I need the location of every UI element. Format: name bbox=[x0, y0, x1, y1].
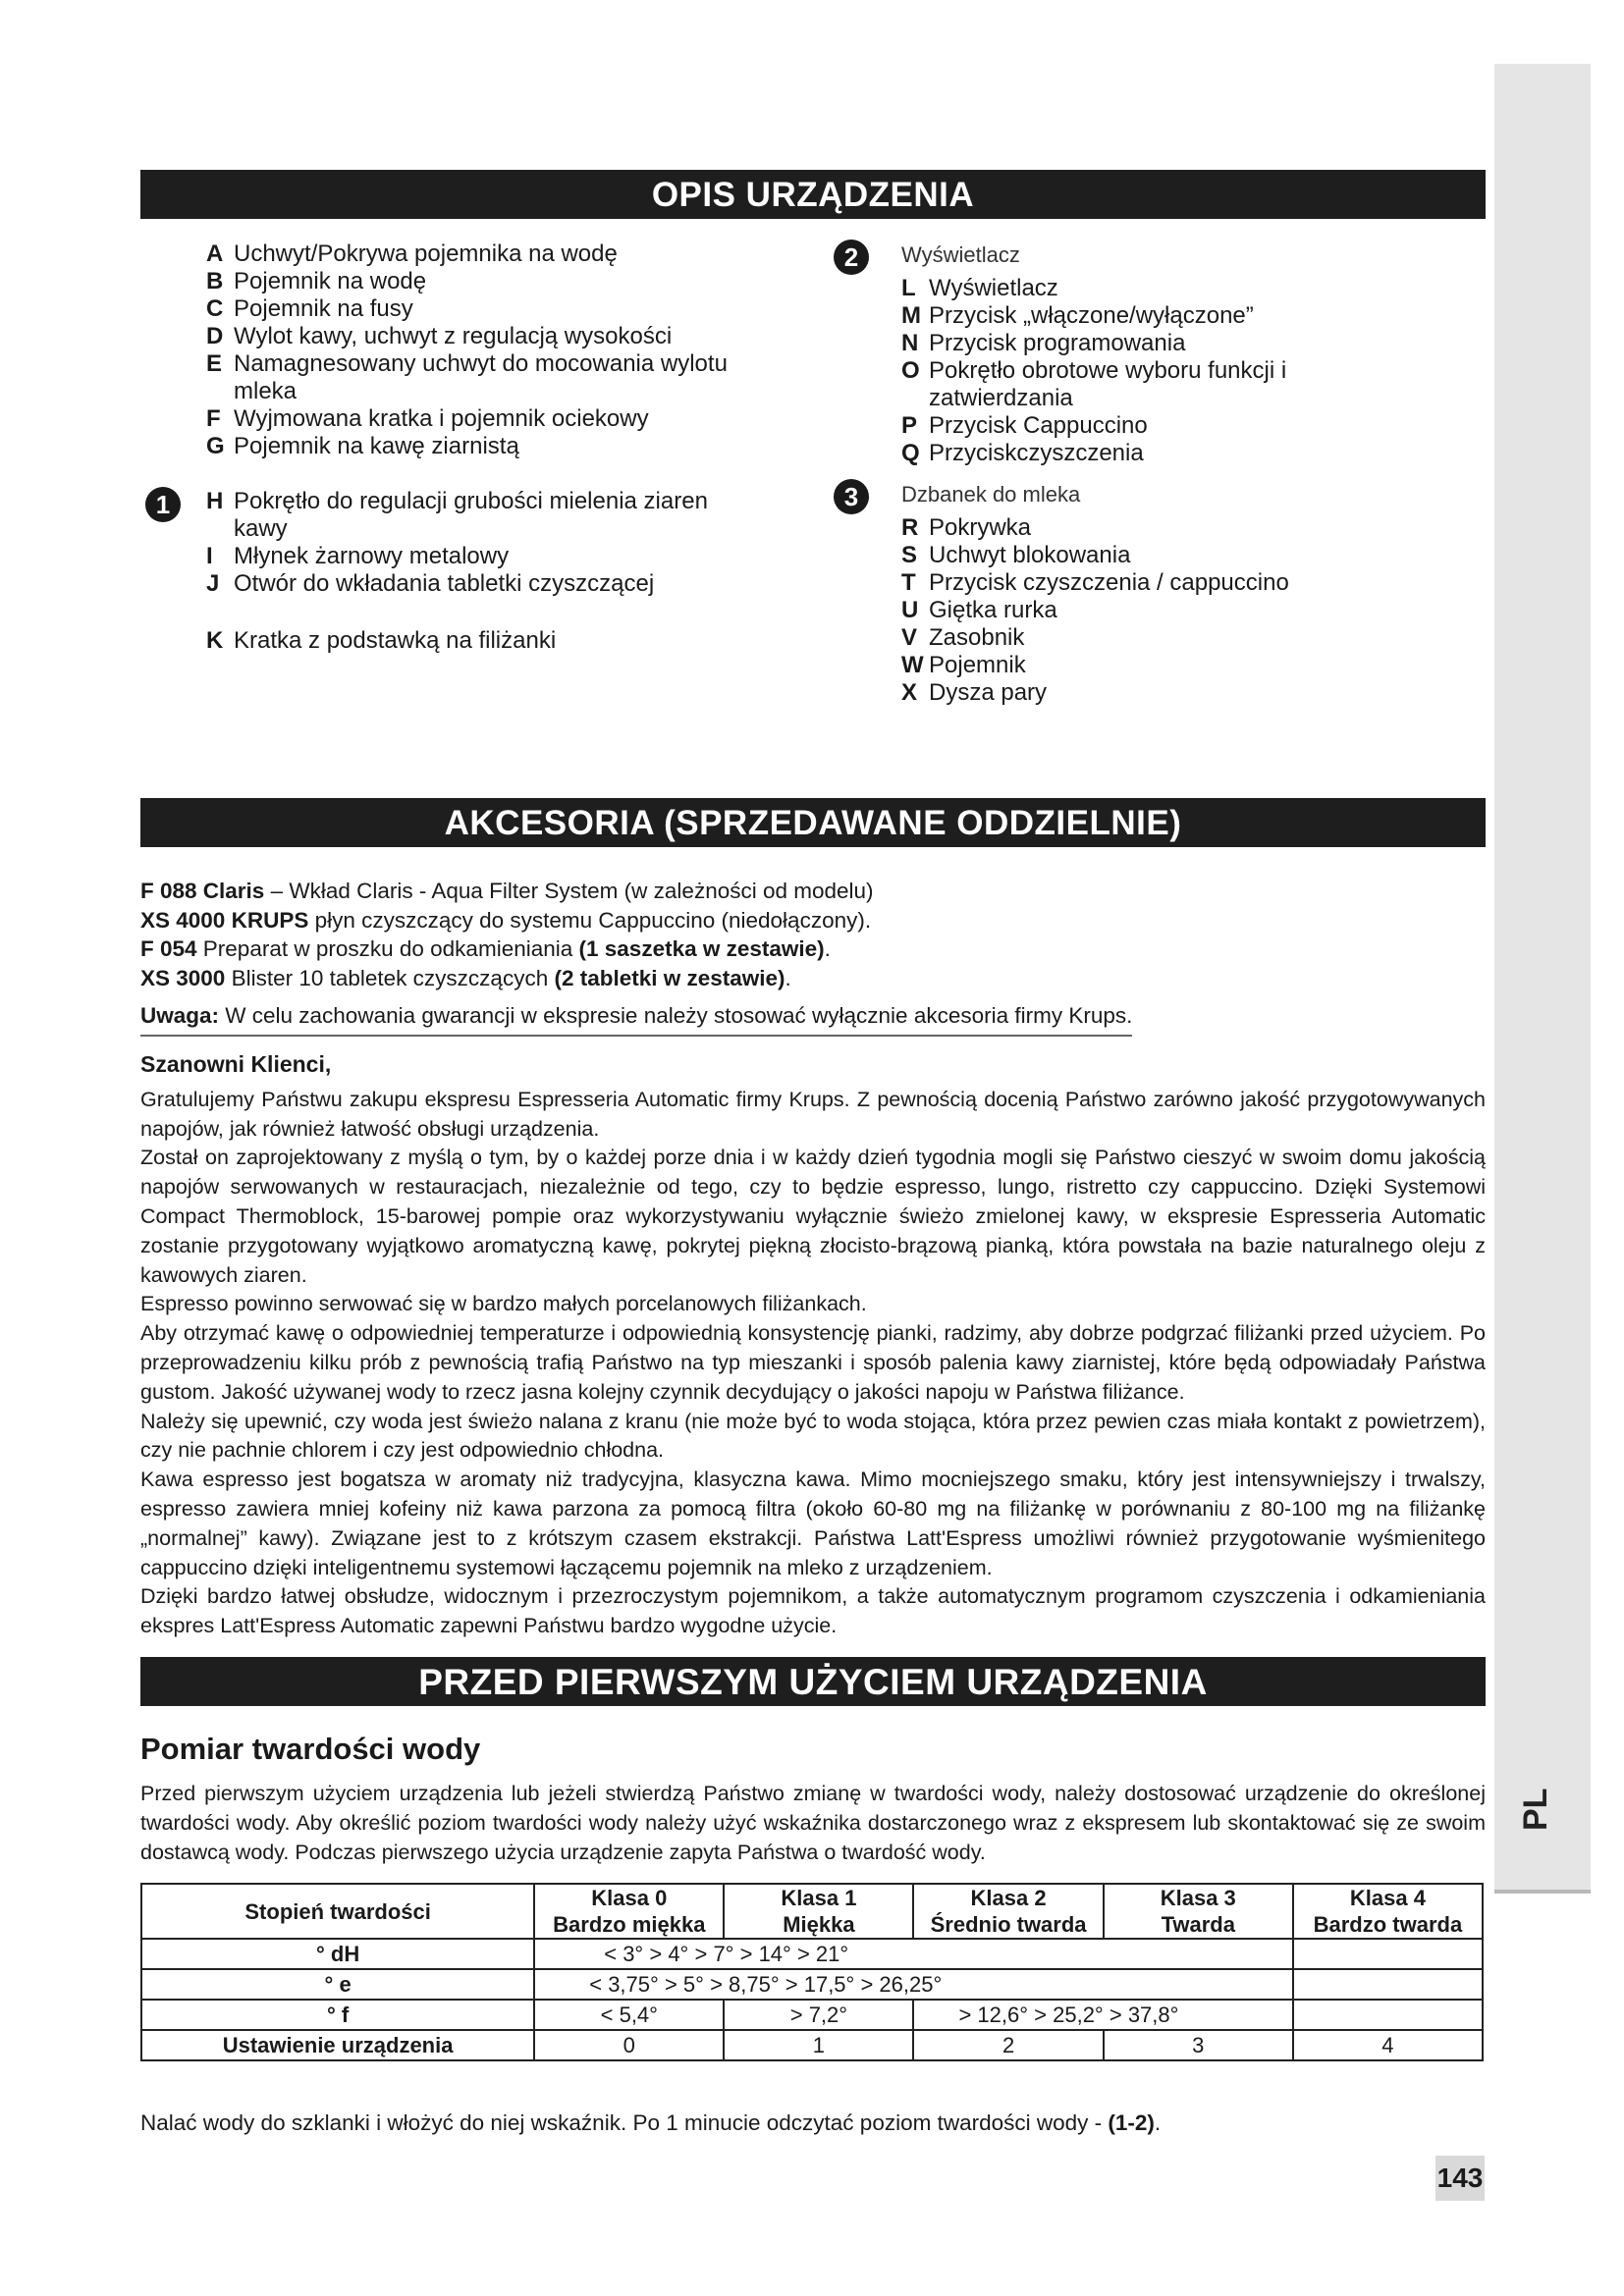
intro-paragraph: Należy się upewnić, czy woda jest świeżo nalana z kranu (nie może być to woda stojąca, która przez pewien czas miała kontakt z powietrzem), czy nie pachnie chlorem i czy jest odpowiednio chłodna. bbox=[140, 1409, 1486, 1463]
part-letter: E bbox=[206, 350, 223, 377]
accessory-item bbox=[140, 964, 1486, 993]
table-row bbox=[141, 1969, 1483, 2000]
part-text: Zasobnik bbox=[929, 624, 1025, 651]
intro-block bbox=[140, 1050, 1486, 1641]
after-table-text: Nalać wody do szklanki i włożyć do niej wskaźnik. Po 1 minucie odczytać poziom twardości wody - (1-2). bbox=[140, 2110, 1162, 2135]
part-text: Dysza pary bbox=[929, 679, 1048, 706]
part-text: Uchwyt/Pokrywa pojemnika na wodę bbox=[234, 240, 618, 267]
part-letter: O bbox=[901, 357, 920, 384]
list-item bbox=[206, 543, 795, 570]
row-values-f: > 12,6° > 25,2° > 37,8° bbox=[913, 2000, 1292, 2030]
part-letter: I bbox=[206, 543, 213, 569]
parts-list-left-a bbox=[206, 240, 795, 460]
row-values-e: < 3,75° > 5° > 8,75° > 17,5° > 26,25° bbox=[534, 1969, 1293, 2000]
intro-paragraph: Espresso powinno serwować się w bardzo małych porcelanowych filiżankach. bbox=[140, 1292, 867, 1316]
row-label: ° dH bbox=[141, 1939, 534, 1969]
list-item bbox=[901, 330, 1412, 357]
list-item bbox=[901, 275, 1412, 302]
part-text: Pokrętło do regulacji grubości mielenia ziaren bbox=[234, 488, 708, 514]
list-item bbox=[206, 488, 795, 515]
part-letter: H bbox=[206, 488, 224, 514]
list-item bbox=[206, 295, 795, 323]
list-item bbox=[901, 679, 1412, 707]
row-label: ° e bbox=[141, 1969, 534, 2000]
part-letter: D bbox=[206, 323, 224, 349]
part-text: Wyjmowana kratka i pojemnik ociekowy bbox=[234, 405, 649, 432]
part-letter: G bbox=[206, 433, 225, 459]
part-letter: C bbox=[206, 295, 224, 322]
water-paragraph-text: Przed pierwszym użyciem urządzenia lub jeżeli stwierdzą Państwo zmianę w twardości wody, należy dostosować urządzenie do określonej twardości wody. Aby określić poziom twardości wody należy użyć wskaźnika dostarczonego wraz z ekspresem lub skontaktować się ze swoim dostawcą wody. Podczas pierwszego użycia urządzenie zapyta Państwa o twardość wody. bbox=[140, 1782, 1486, 1864]
part-k bbox=[206, 627, 795, 655]
marker-2-icon: 2 bbox=[834, 240, 869, 275]
list-item bbox=[206, 405, 795, 433]
list-item bbox=[206, 433, 795, 460]
section-title-before-use: PRZED PIERWSZYM UŻYCIEM URZĄDZENIA bbox=[140, 1657, 1486, 1706]
part-letter: U bbox=[901, 597, 919, 623]
class-header-0: Klasa 0 Bardzo miękka bbox=[534, 1884, 724, 1939]
row-values-dh: < 3° > 4° > 7° > 14° > 21° bbox=[534, 1939, 1293, 1969]
part-letter: L bbox=[901, 275, 916, 301]
accessory-code: F 054 bbox=[140, 936, 197, 961]
cell: 3 bbox=[1104, 2030, 1293, 2060]
cell: 1 bbox=[724, 2030, 913, 2060]
accessory-code: F 088 Claris bbox=[140, 879, 265, 903]
note-label: Uwaga: bbox=[140, 1003, 220, 1028]
accessory-note: (1 saszetka w zestawie) bbox=[578, 936, 825, 961]
part-text: Giętka rurka bbox=[929, 597, 1057, 623]
cell: > 7,2° bbox=[724, 2000, 913, 2030]
part-text: Pokrętło obrotowe wyboru funkcji i bbox=[929, 357, 1287, 384]
part-text: Pojemnik na kawę ziarnistą bbox=[234, 433, 519, 459]
table-row bbox=[141, 1939, 1483, 1969]
table-row bbox=[141, 2000, 1483, 2030]
part-letter: P bbox=[901, 412, 918, 439]
intro-paragraph: Został on zaprojektowany z myślą o tym, by o każdej porze dnia i w każdy dzień tygodnia mogli się Państwo cieszyć w swoim domu jakością napojów serwowanych w restauracjach, niezależnie od tego, czy to będzie espresso, lungo, ristretto czy cappuccino. Dzięki Systemowi Compact Thermoblock, 15-barowej pompie oraz wykorzystywaniu wyłącznie świeżo zmielonej kawy, w ekspresie Espresseria Automatic zostanie przygotowany wyjątkowo aromatyczną kawę, pokrytej piękną złocisto-brązową pianką, która powstała na bazie naturalnego oleju z kawowych ziaren. bbox=[140, 1146, 1486, 1287]
warranty-note bbox=[140, 1001, 1486, 1037]
note-text: W celu zachowania gwarancji w ekspresie należy stosować wyłącznie akcesoria firmy Krups. bbox=[219, 1003, 1133, 1028]
part-letter: W bbox=[901, 652, 924, 678]
list-item bbox=[206, 323, 795, 350]
row-label: Ustawienie urządzenia bbox=[141, 2030, 534, 2060]
list-item bbox=[206, 350, 795, 378]
part-letter: Q bbox=[901, 440, 920, 466]
list-item bbox=[901, 597, 1412, 624]
part-text: Przycisk czyszczenia / cappuccino bbox=[929, 569, 1289, 596]
accessory-text: Preparat w proszku do odkamieniania bbox=[196, 936, 579, 961]
part-letter: J bbox=[206, 570, 220, 597]
language-side-tab bbox=[1494, 64, 1591, 1894]
accessory-end: . bbox=[824, 936, 831, 961]
accessory-code: XS 3000 bbox=[140, 965, 226, 990]
part-text-continuation: zatwierdzania bbox=[929, 385, 1073, 411]
list-item bbox=[206, 268, 795, 295]
part-text: Wylot kawy, uchwyt z regulacją wysokości bbox=[234, 323, 673, 349]
part-letter: V bbox=[901, 624, 918, 651]
accessory-item bbox=[140, 877, 1486, 906]
water-hardness-table bbox=[140, 1883, 1484, 2061]
list-item bbox=[901, 440, 1412, 467]
part-text: Pojemnik na wodę bbox=[234, 268, 427, 294]
part-letter: R bbox=[901, 514, 919, 541]
header-label-cell: Stopień twardości bbox=[141, 1884, 534, 1939]
accessory-code: XS 4000 KRUPS bbox=[140, 907, 309, 933]
table-header-row bbox=[141, 1884, 1483, 1939]
table-row bbox=[141, 2030, 1483, 2060]
class-header-1: Klasa 1 Miękka bbox=[724, 1884, 913, 1939]
intro-paragraph: Aby otrzymać kawę o odpowiedniej temperaturze i odpowiednią konsystencję pianki, radzimy, aby dobrze podgrzać filiżanki przed użyciem. Po przeprowadzeniu kilku prób z pewnością trafią Państwo na typ mieszanki i sposób palenia kawy ziarnistej, które będą odpowiadały Państwa gustom. Jakość używanej wody to rzecz jasna kolejny czynnik decydujący o jakości napoju w Państwa filiżance. bbox=[140, 1321, 1486, 1404]
list-item bbox=[901, 652, 1412, 679]
part-text: Kratka z podstawką na filiżanki bbox=[234, 627, 557, 654]
class-header-2: Klasa 2 Średnio twarda bbox=[913, 1884, 1103, 1939]
list-item bbox=[901, 514, 1412, 542]
intro-paragraph: Kawa espresso jest bogatsza w aromaty niż tradycyjna, klasyczna kawa. Mimo mocniejszego smaku, który jest intensywniejszy i trwalszy, espresso zawiera mniej kofeiny niż kawa parzona za pomocą filtra (około 60-80 mg na filiżankę w porównaniu z 80-100 mg na filiżankę „normalnej” kawy). Związane jest to z krótszym czasem ekstrakcji. Państwa Latt'Espress umożliwi również przygotowanie wyśmienitego cappuccino dzięki inteligentnemu systemowi łączącemu pojemnik na mleko z urządzeniem. bbox=[140, 1468, 1486, 1579]
part-text: Wyświetlacz bbox=[929, 275, 1058, 301]
parts-list-left-b bbox=[206, 488, 795, 598]
part-text: Pokrywka bbox=[929, 514, 1032, 541]
milk-group-title: Dzbanek do mleka bbox=[901, 482, 1081, 507]
list-item bbox=[901, 357, 1412, 385]
water-hardness-heading: Pomiar twardości wody bbox=[140, 1732, 481, 1766]
part-letter: T bbox=[901, 569, 916, 596]
accessories-list bbox=[140, 877, 1486, 992]
greeting: Szanowni Klienci, bbox=[140, 1051, 332, 1077]
accessory-text: – Wkład Claris - Aqua Filter System (w zależności od modelu) bbox=[264, 879, 874, 903]
accessory-item bbox=[140, 934, 1486, 964]
part-text: Pojemnik bbox=[929, 652, 1026, 678]
part-text-continuation: kawy bbox=[234, 515, 288, 542]
part-letter: X bbox=[901, 679, 918, 706]
accessory-item bbox=[140, 906, 1486, 935]
part-text: Przycisk „włączone/wyłączone” bbox=[929, 302, 1254, 329]
cell: 2 bbox=[913, 2030, 1103, 2060]
part-text: Pojemnik na fusy bbox=[234, 295, 413, 322]
part-letter: N bbox=[901, 330, 919, 356]
section-title-accessories: AKCESORIA (SPRZEDAWANE ODDZIELNIE) bbox=[140, 798, 1486, 847]
part-letter: A bbox=[206, 240, 224, 267]
water-hardness-paragraph bbox=[140, 1780, 1486, 1867]
intro-paragraph: Gratulujemy Państwu zakupu ekspresu Espresseria Automatic firmy Krups. Z pewnością docenią Państwo zarówno jakość przygotowywanych napojów, jak również łatwość obsługi urządzenia. bbox=[140, 1087, 1486, 1141]
part-letter: B bbox=[206, 268, 224, 294]
display-group-title: Wyświetlacz bbox=[901, 242, 1020, 267]
row-label: ° f bbox=[141, 2000, 534, 2030]
accessory-text: płyn czyszczący do systemu Cappuccino (niedołączony). bbox=[308, 907, 872, 933]
list-item bbox=[901, 542, 1412, 569]
part-letter: F bbox=[206, 405, 221, 432]
part-text: Przycisk programowania bbox=[929, 330, 1186, 356]
accessory-note: (2 tabletki w zestawie) bbox=[554, 965, 785, 990]
cell: < 5,4° bbox=[534, 2000, 724, 2030]
part-text: Przycisk Cappuccino bbox=[929, 412, 1148, 439]
marker-3-icon: 3 bbox=[834, 479, 869, 514]
part-text: Uchwyt blokowania bbox=[929, 542, 1131, 568]
list-item bbox=[901, 302, 1412, 330]
part-text: Namagnesowany uchwyt do mocowania wylotu bbox=[234, 350, 728, 377]
part-text: Otwór do wkładania tabletki czyszczącej bbox=[234, 570, 655, 597]
cell: 4 bbox=[1293, 2030, 1483, 2060]
milk-group bbox=[901, 481, 1412, 707]
list-item bbox=[901, 624, 1412, 652]
list-item bbox=[901, 412, 1412, 440]
accessory-end: . bbox=[785, 965, 791, 990]
intro-paragraph: Dzięki bardzo łatwej obsłudze, widocznym i przezroczystym pojemnikom, a także automatycznym programom czyszczenia i odkamieniania ekspres Latt'Espress Automatic zapewni Państwu bardzo wygodne użycie. bbox=[140, 1584, 1486, 1638]
class-header-4: Klasa 4 Bardzo twarda bbox=[1293, 1884, 1483, 1939]
part-letter: S bbox=[901, 542, 918, 568]
list-item bbox=[206, 570, 795, 598]
accessory-text: Blister 10 tabletek czyszczących bbox=[225, 965, 555, 990]
part-letter: K bbox=[206, 627, 224, 654]
list-item bbox=[901, 569, 1412, 597]
part-letter: M bbox=[901, 302, 921, 329]
display-group bbox=[901, 241, 1412, 467]
list-item bbox=[206, 240, 795, 268]
cell: 0 bbox=[534, 2030, 724, 2060]
section-title-description: OPIS URZĄDZENIA bbox=[140, 170, 1486, 219]
class-header-3: Klasa 3 Twarda bbox=[1104, 1884, 1293, 1939]
language-label: PL bbox=[1517, 1788, 1554, 1831]
part-text: Młynek żarnowy metalowy bbox=[234, 543, 510, 569]
page-number: 143 bbox=[1435, 2156, 1485, 2201]
part-text: Przyciskczyszczenia bbox=[929, 440, 1144, 466]
part-text-continuation: mleka bbox=[234, 378, 298, 404]
marker-1-icon: 1 bbox=[145, 487, 181, 522]
